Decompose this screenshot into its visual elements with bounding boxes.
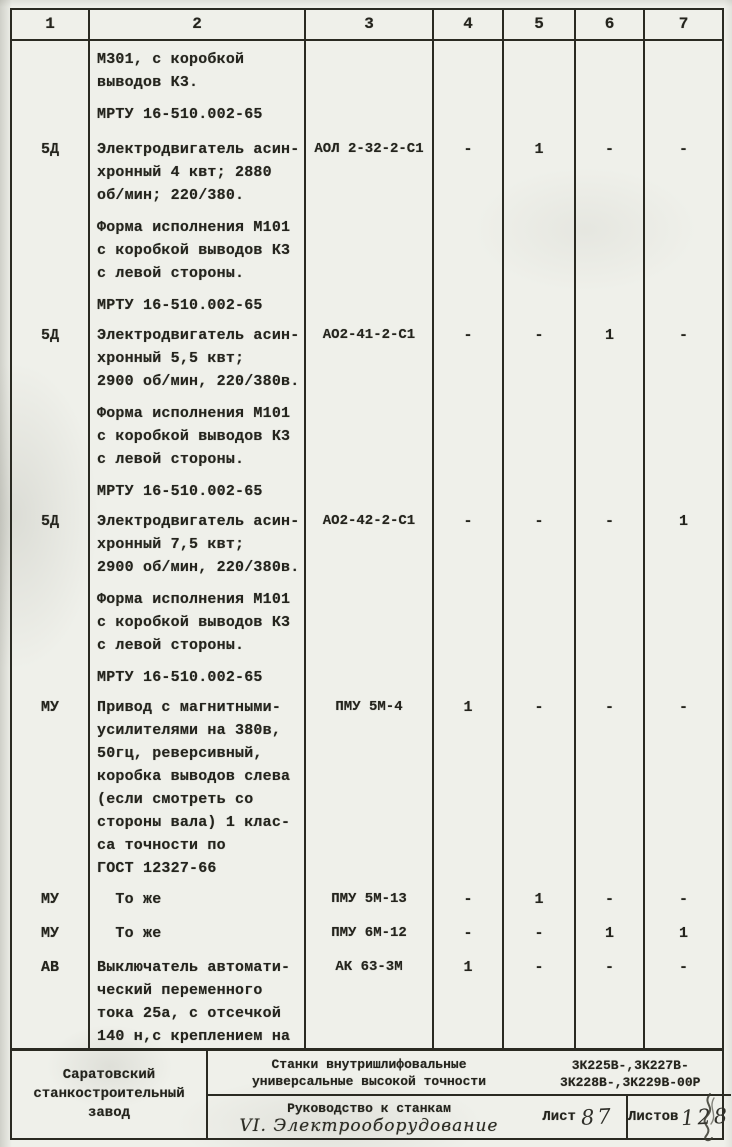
description-line: стороны вала) 1 клас- xyxy=(97,814,291,831)
scanned-sheet xyxy=(10,8,732,1140)
quantity-cell: 1 xyxy=(574,915,643,949)
description-paragraph xyxy=(97,666,304,689)
quantity-cell: - xyxy=(502,915,574,949)
description-line: МРТУ 16-510.002-65 xyxy=(97,297,263,314)
description-line: с коробкой выводов К3 xyxy=(97,242,291,259)
organization-line: станкостроительный xyxy=(33,1086,185,1102)
description-line: хронный 5,5 квт; xyxy=(97,350,245,367)
code-cell: АВ xyxy=(40,959,59,976)
description-cell xyxy=(88,949,304,1048)
quantity-cell: 1 xyxy=(574,317,643,503)
signature-mark-icon xyxy=(694,1092,728,1144)
description-paragraph xyxy=(97,888,304,911)
quantity-cell: - xyxy=(643,317,722,503)
description-line: с коробкой выводов К3 xyxy=(97,614,291,631)
description-line: Выключатель автомати- xyxy=(97,959,291,976)
description-line: са точности по xyxy=(97,837,226,854)
quantity-cell: - xyxy=(502,689,574,881)
quantity-cell: - xyxy=(643,689,722,881)
model-cell xyxy=(304,41,432,131)
description-line: М301, с коробкой xyxy=(97,51,245,68)
model-cell: АО2-41-2-С1 xyxy=(304,317,432,503)
description-paragraph xyxy=(97,588,304,657)
machine-models-cell xyxy=(530,1051,731,1096)
description-line: коробка выводов слева xyxy=(97,768,291,785)
model-cell: АО2-42-2-С1 xyxy=(304,503,432,689)
quantity-cell: - xyxy=(432,881,502,915)
description-paragraph xyxy=(97,956,304,1048)
document-title-line: VI. Электрооборудование xyxy=(239,1116,499,1136)
document-title-cell xyxy=(208,1096,530,1138)
quantity-cell: - xyxy=(574,503,643,689)
description-paragraph xyxy=(97,324,304,393)
description-cell xyxy=(88,317,304,503)
description-paragraph xyxy=(97,922,304,945)
header-cell: 7 xyxy=(643,10,722,41)
code-cell: МУ xyxy=(40,891,59,908)
sheets-total-label: Листов xyxy=(628,1109,679,1125)
description-cell xyxy=(88,41,304,131)
description-line: То же xyxy=(97,925,162,942)
description-line: (если смотреть со xyxy=(97,791,254,808)
description-line: с левой стороны. xyxy=(97,265,245,282)
code-cell: МУ xyxy=(40,699,59,716)
sheet-number-handwritten: 87 xyxy=(580,1104,615,1130)
table-row xyxy=(12,131,722,317)
code-cell: 5Д xyxy=(40,513,59,530)
description-line: хронный 4 квт; 2880 xyxy=(97,164,272,181)
description-line: ГОСТ 12327-66 xyxy=(97,860,217,877)
quantity-cell: - xyxy=(643,131,722,317)
description-paragraph xyxy=(97,216,304,285)
table-row xyxy=(12,503,722,689)
description-line: выводов К3. xyxy=(97,74,199,91)
quantity-cell: - xyxy=(502,949,574,1048)
quantity-cell: - xyxy=(432,915,502,949)
header-cell: 4 xyxy=(432,10,502,41)
product-name-line: Станки внутришлифовальные xyxy=(271,1057,467,1072)
description-line: с левой стороны. xyxy=(97,451,245,468)
quantity-cell: 1 xyxy=(643,915,722,949)
code-cell xyxy=(12,41,88,131)
machine-models-line: 3К228В-,3К229В-00Р xyxy=(560,1075,701,1090)
quantity-cell: - xyxy=(432,131,502,317)
model-cell: ПМУ 5М-13 xyxy=(304,881,432,915)
description-cell xyxy=(88,503,304,689)
description-line: с коробкой выводов К3 xyxy=(97,428,291,445)
description-cell xyxy=(88,915,304,949)
quantity-cell xyxy=(432,41,502,131)
model-cell: ПМУ 5М-4 xyxy=(304,689,432,881)
product-name-line: универсальные высокой точности xyxy=(251,1074,487,1089)
quantity-cell xyxy=(502,41,574,131)
organization-cell xyxy=(12,1051,208,1138)
table-row xyxy=(12,317,722,503)
description-line: Электродвигатель асин- xyxy=(97,327,300,344)
document-title-line: Руководство к станкам xyxy=(287,1101,451,1116)
table-row xyxy=(12,881,722,915)
description-line: с левой стороны. xyxy=(97,637,245,654)
header-cell: 5 xyxy=(502,10,574,41)
header-cell: 3 xyxy=(304,10,432,41)
quantity-cell: 1 xyxy=(432,689,502,881)
quantity-cell: 1 xyxy=(502,131,574,317)
quantity-cell: - xyxy=(574,949,643,1048)
organization-line: завод xyxy=(87,1105,130,1121)
description-line: Привод с магнитными- xyxy=(97,699,282,716)
description-line: МРТУ 16-510.002-65 xyxy=(97,669,263,686)
description-paragraph xyxy=(97,138,304,207)
description-line: Форма исполнения М101 xyxy=(97,591,291,608)
description-line: ческий переменного xyxy=(97,982,263,999)
description-paragraph xyxy=(97,402,304,471)
header-cell: 2 xyxy=(88,10,304,41)
description-paragraph xyxy=(97,696,304,880)
description-paragraph xyxy=(97,510,304,579)
quantity-cell: - xyxy=(432,317,502,503)
table-row xyxy=(12,949,722,1048)
header-cell: 1 xyxy=(12,10,88,41)
quantity-cell xyxy=(574,41,643,131)
table-row xyxy=(12,41,722,131)
product-name-cell xyxy=(208,1051,530,1096)
description-paragraph xyxy=(97,294,304,317)
quantity-cell: - xyxy=(643,949,722,1048)
table-body xyxy=(12,41,722,1048)
description-paragraph xyxy=(97,103,304,126)
description-line: Электродвигатель асин- xyxy=(97,513,300,530)
sheet-label: Лист xyxy=(542,1109,576,1125)
quantity-cell: - xyxy=(574,881,643,915)
model-cell: ПМУ 6М-12 xyxy=(304,915,432,949)
description-cell xyxy=(88,881,304,915)
description-paragraph xyxy=(97,480,304,503)
title-block xyxy=(10,1051,732,1140)
organization-line: Саратовский xyxy=(62,1067,156,1083)
description-line: Форма исполнения М101 xyxy=(97,219,291,236)
model-cell: АК 63-3М xyxy=(304,949,432,1048)
description-paragraph xyxy=(97,48,304,94)
description-line: 140 н,с креплением на xyxy=(97,1028,291,1045)
code-cell: 5Д xyxy=(40,141,59,158)
quantity-cell: - xyxy=(432,503,502,689)
quantity-cell: - xyxy=(502,317,574,503)
sheet-cell xyxy=(530,1096,628,1138)
description-line: МРТУ 16-510.002-65 xyxy=(97,106,263,123)
equipment-parts-table xyxy=(10,8,724,1051)
description-line: об/мин; 220/380. xyxy=(97,187,245,204)
description-line: Электродвигатель асин- xyxy=(97,141,300,158)
description-line: То же xyxy=(97,891,162,908)
description-line: МРТУ 16-510.002-65 xyxy=(97,483,263,500)
description-line: 2900 об/мин, 220/380в. xyxy=(97,373,300,390)
description-line: тока 25а, с отсечкой xyxy=(97,1005,282,1022)
quantity-cell: 1 xyxy=(432,949,502,1048)
quantity-cell: - xyxy=(643,881,722,915)
table-header-row xyxy=(12,10,722,41)
code-cell: МУ xyxy=(40,925,59,942)
table-row xyxy=(12,915,722,949)
description-line: 50гц, реверсивный, xyxy=(97,745,263,762)
table-row xyxy=(12,689,722,881)
model-cell: АОЛ 2-32-2-С1 xyxy=(304,131,432,317)
machine-models-line: 3К225В-,3К227В- xyxy=(571,1058,689,1073)
quantity-cell: 1 xyxy=(502,881,574,915)
code-cell: 5Д xyxy=(40,327,59,344)
quantity-cell: 1 xyxy=(643,503,722,689)
sheets-total-handwritten: 128 xyxy=(680,1103,732,1131)
description-line: усилителями на 380в, xyxy=(97,722,282,739)
description-cell xyxy=(88,131,304,317)
description-line: Форма исполнения М101 xyxy=(97,405,291,422)
header-cell: 6 xyxy=(574,10,643,41)
description-cell xyxy=(88,689,304,881)
quantity-cell xyxy=(643,41,722,131)
quantity-cell: - xyxy=(574,689,643,881)
description-line: хронный 7,5 квт; xyxy=(97,536,245,553)
quantity-cell: - xyxy=(574,131,643,317)
description-line: 2900 об/мин, 220/380в. xyxy=(97,559,300,576)
quantity-cell: - xyxy=(502,503,574,689)
